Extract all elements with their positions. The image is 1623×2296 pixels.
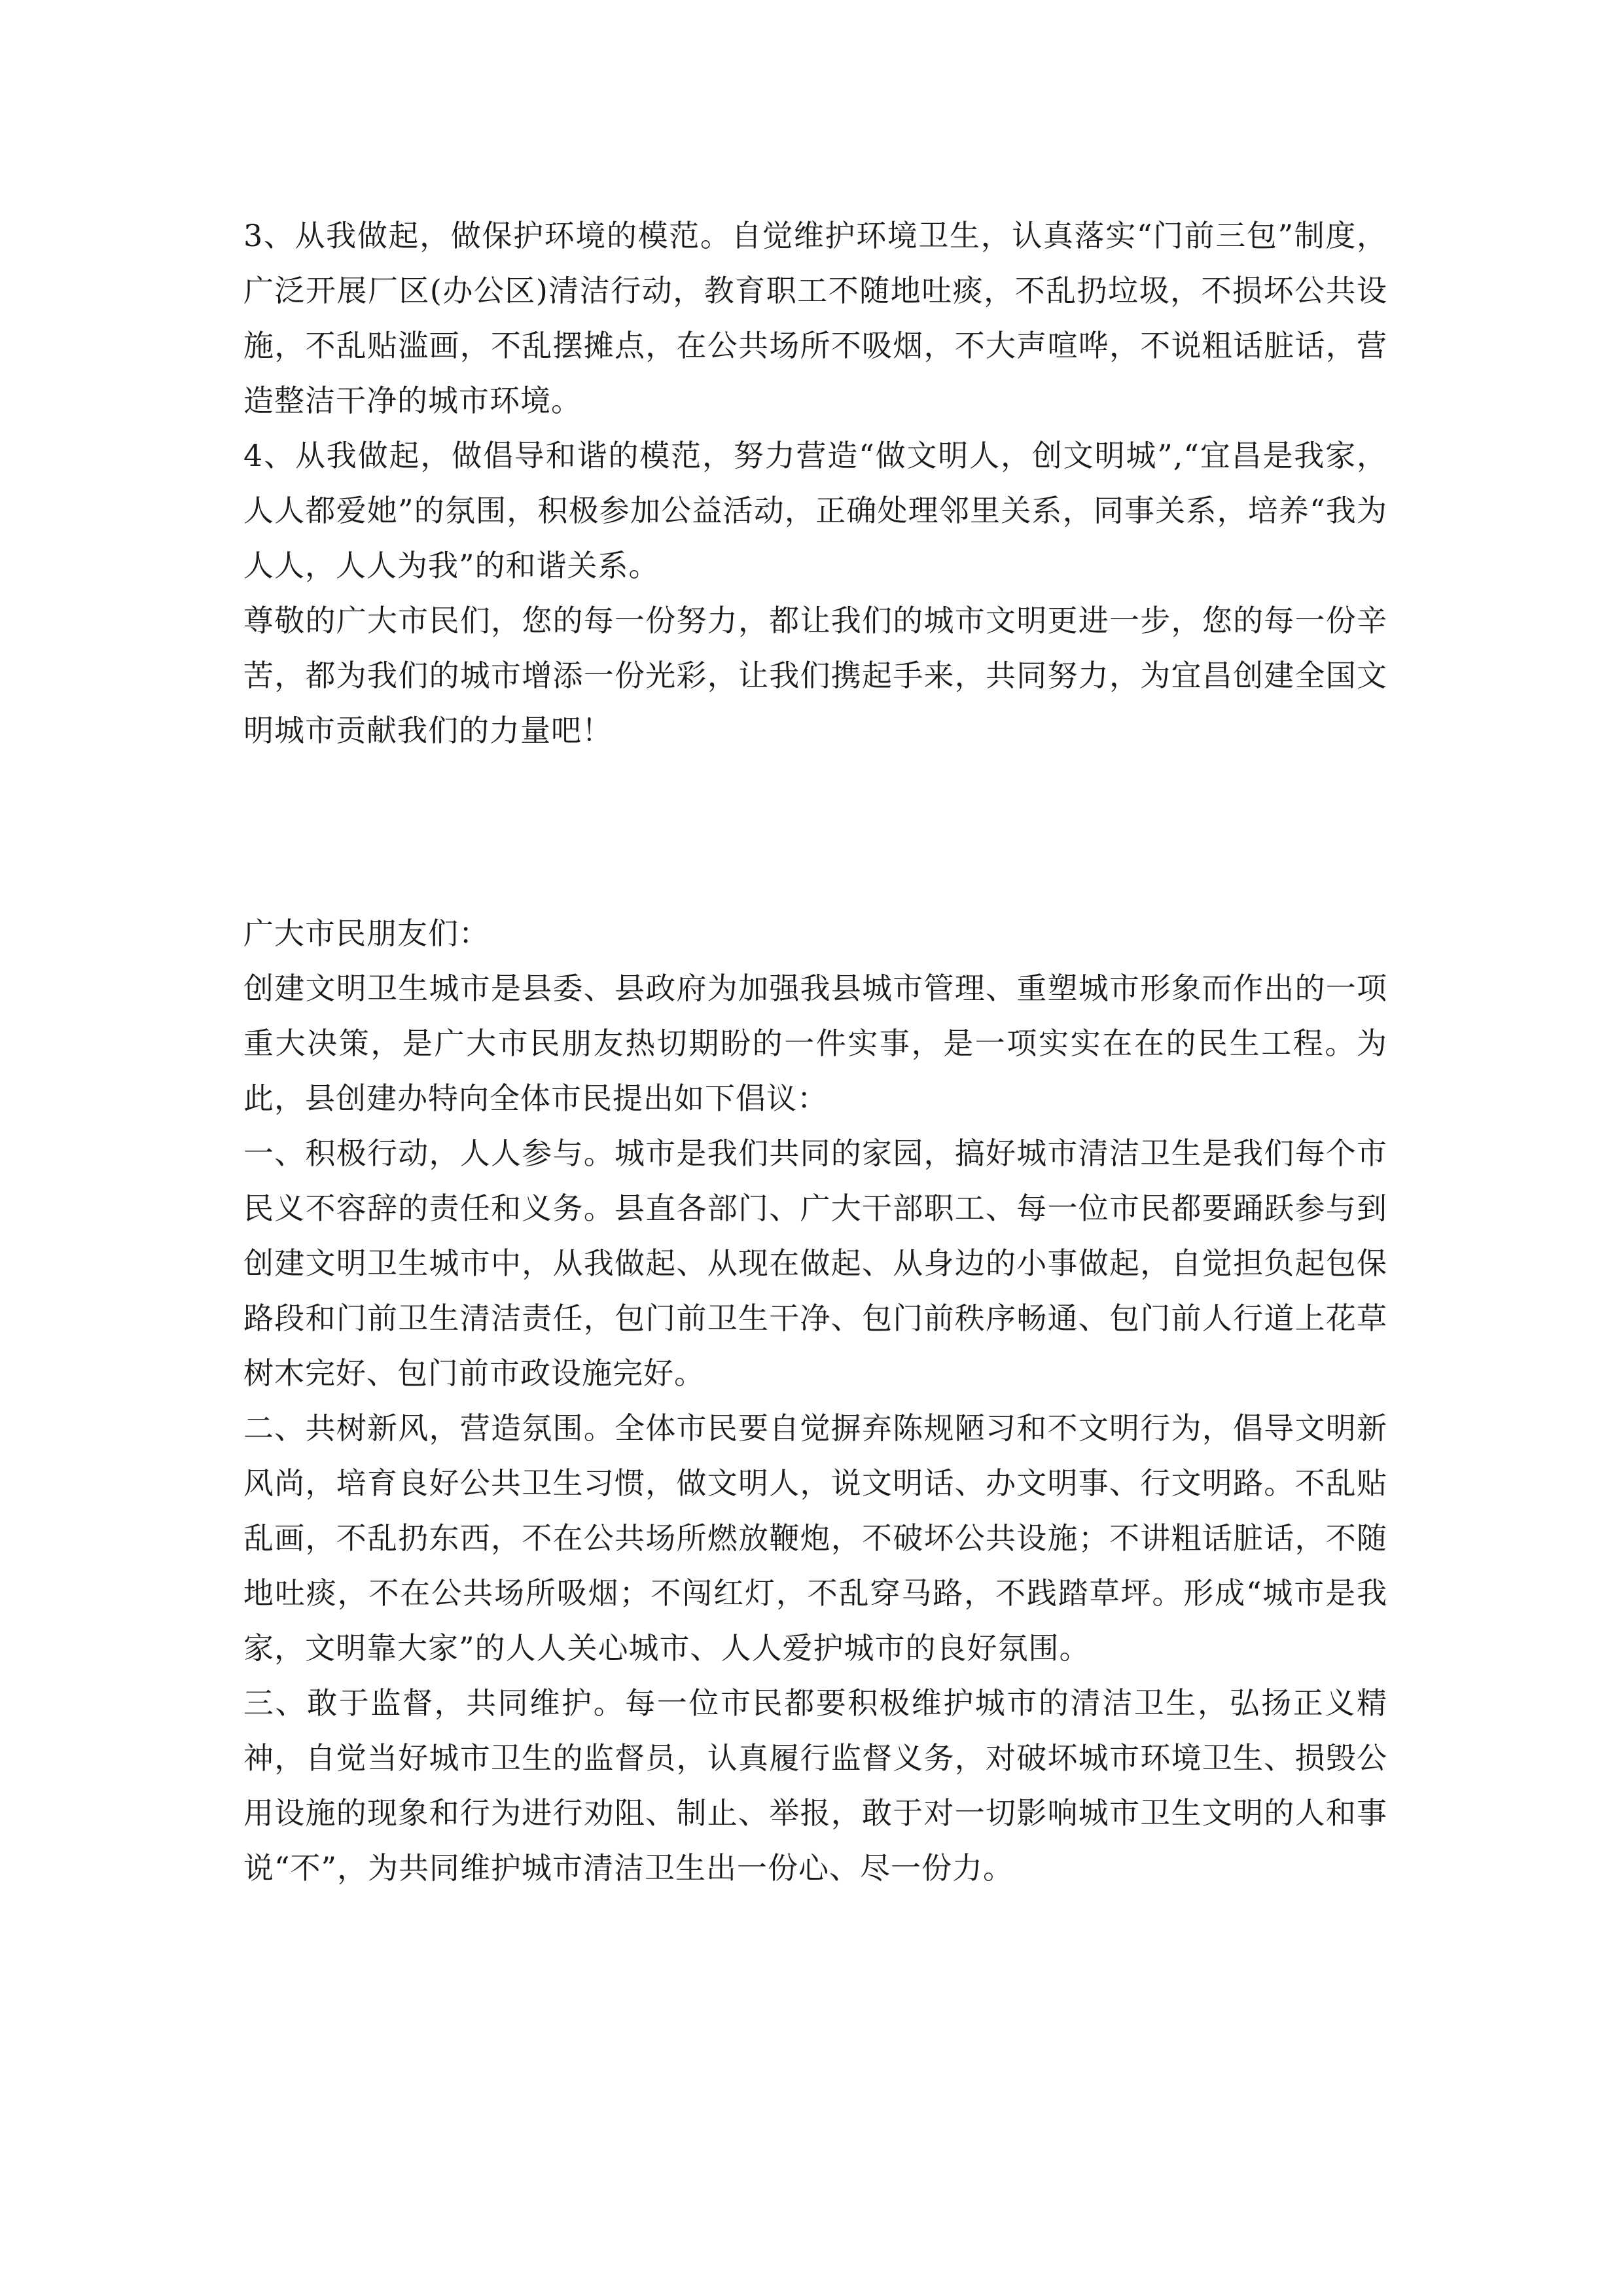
paragraph-proposal-3: 三、敢于监督，共同维护。每一位市民都要积极维护城市的清洁卫生，弘扬正义精神，自觉当好城市卫生的监督员，认真履行监督义务，对破坏城市环境卫生、损毁公用设施的现象和行为进行劝阻、制止、举报，敢于对一切影响城市卫生文明的人和事说“不”，为共同维护城市清洁卫生出一份心、尽一份力。 [243, 1685, 1387, 1886]
paragraph-point-3: 3、从我做起，做保护环境的模范。自觉维护环境卫生，认真落实“门前三包”制度，广泛开展厂区(办公区)清洁行动，教育职工不随地吐痰，不乱扔垃圾，不损坏公共设施，不乱贴滥画，不乱摆摊点，在公共场所不吸烟，不大声喧哗，不说粗话脏话，营造整洁干净的城市环境。 [243, 218, 1387, 418]
paragraph-proposal-2: 二、共树新风，营造氛围。全体市民要自觉摒弃陈规陋习和不文明行为，倡导文明新风尚，培育良好公共卫生习惯，做文明人，说文明话、办文明事、行文明路。不乱贴乱画，不乱扔东西，不在公共场所燃放鞭炮，不破坏公共设施；不讲粗话脏话，不随地吐痰，不在公共场所吸烟；不闯红灯，不乱穿马路，不践踏草坪。形成“城市是我家，文明靠大家”的人人关心城市、人人爱护城市的良好氛围。 [243, 1410, 1387, 1666]
salutation: 广大市民朋友们： [243, 916, 490, 951]
paragraph-point-4: 4、从我做起，做倡导和谐的模范，努力营造“做文明人，创文明城”,“宜昌是我家，人人都爱她”的氛围，积极参加公益活动，正确处理邻里关系，同事关系，培养“我为人人，人人为我”的和谐关系。 [243, 438, 1387, 583]
paragraph-proposal-1: 一、积极行动，人人参与。城市是我们共同的家园，搞好城市清洁卫生是我们每个市民义不容辞的责任和义务。县直各部门、广大干部职工、每一位市民都要踊跃参与到创建文明卫生城市中，从我做起、从现在做起、从身边的小事做起，自觉担负起包保路段和门前卫生清洁责任，包门前卫生干净、包门前秩序畅通、包门前人行道上花草树木完好、包门前市政设施完好。 [243, 1136, 1387, 1391]
section-one [243, 208, 1387, 758]
paragraph-closing-appeal: 尊敬的广大市民们，您的每一份努力，都让我们的城市文明更进一步，您的每一份辛苦，都为我们的城市增添一份光彩，让我们携起手来，共同努力，为宜昌创建全国文明城市贡献我们的力量吧！ [243, 603, 1387, 748]
paragraph-introduction: 创建文明卫生城市是县委、县政府为加强我县城市管理、重塑城市形象而作出的一项重大决策，是广大市民朋友热切期盼的一件实事，是一项实实在在的民生工程。为此，县创建办特向全体市民提出如下倡议： [243, 971, 1387, 1116]
section-two [243, 906, 1387, 1895]
